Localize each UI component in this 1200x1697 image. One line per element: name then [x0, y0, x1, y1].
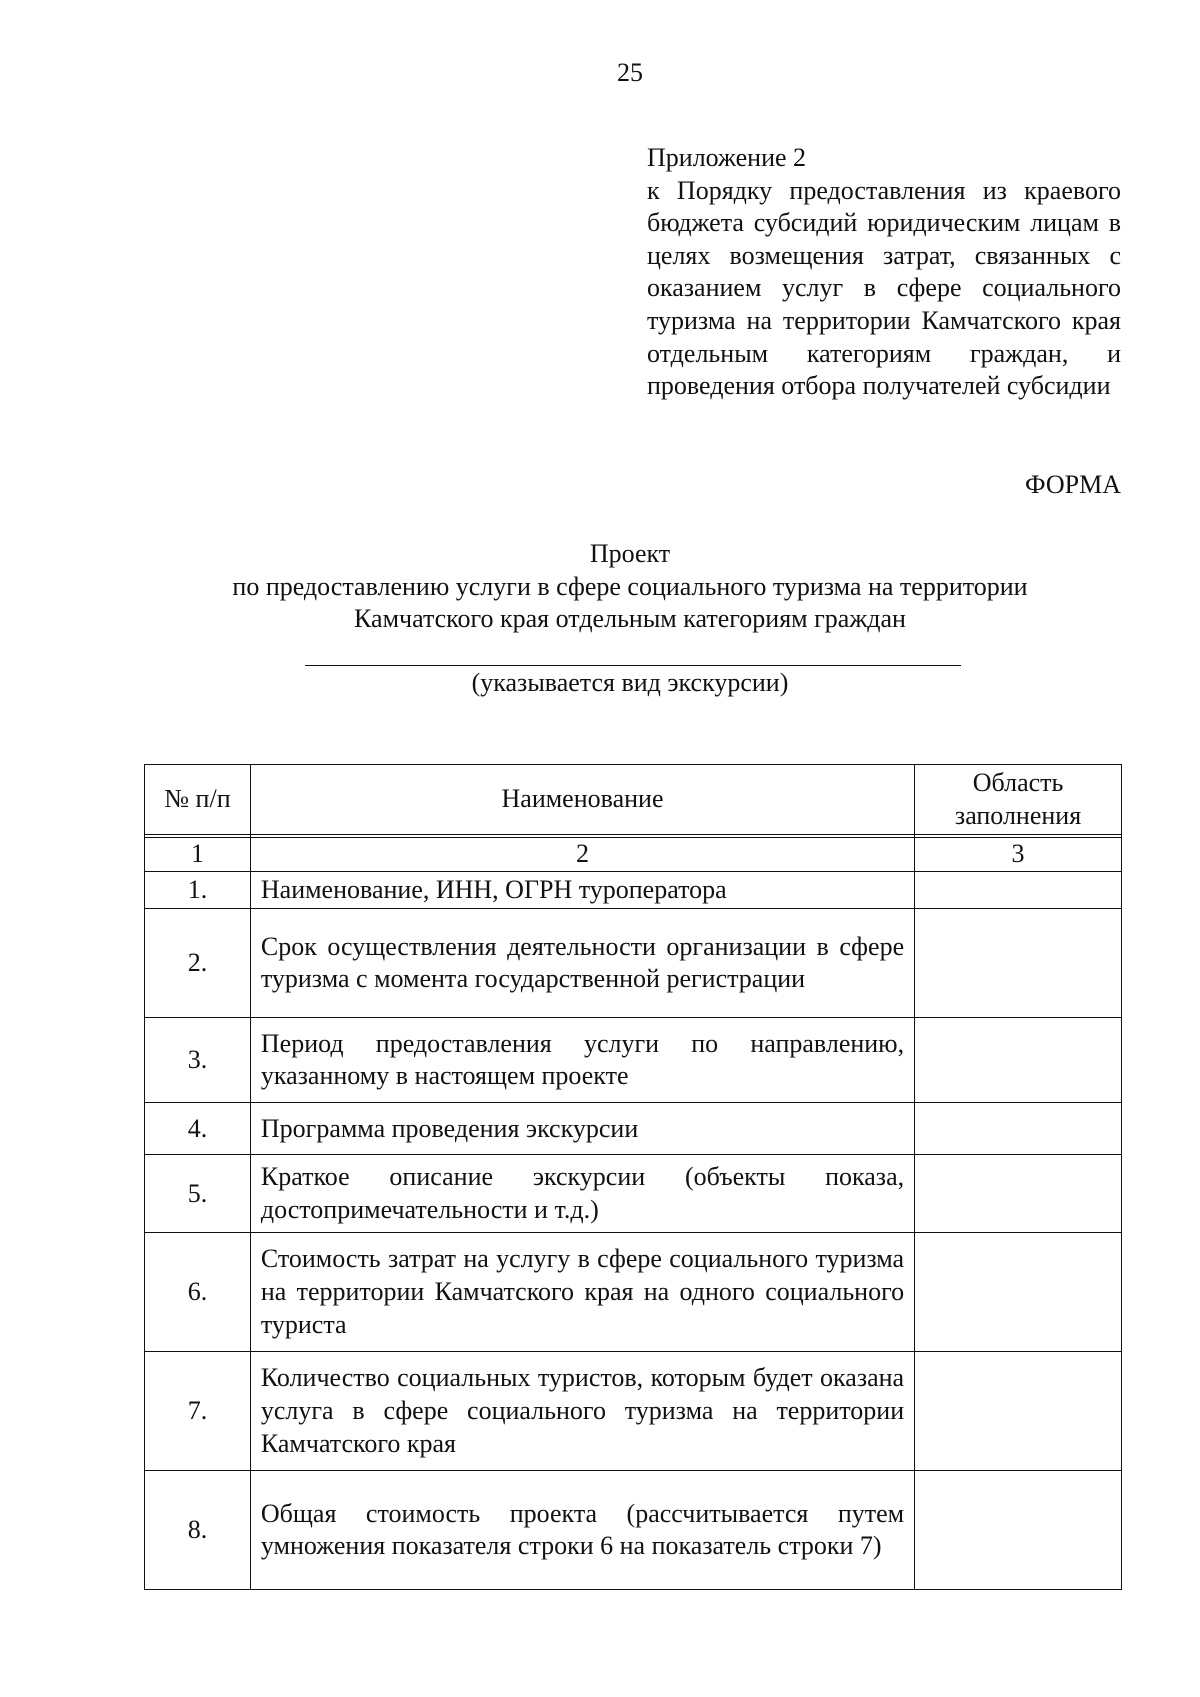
document-title	[0, 538, 1200, 636]
table-row	[145, 1233, 1122, 1352]
row-value-cell[interactable]	[915, 1233, 1122, 1352]
table-row	[145, 871, 1122, 909]
row-name: Период предоставления услуги по направлению, указанному в настоящем проекте	[250, 1018, 914, 1103]
title-line-1: Проект	[589, 539, 671, 568]
row-value-cell[interactable]	[915, 909, 1122, 1018]
row-number: 6.	[145, 1233, 251, 1352]
table-row	[145, 1471, 1122, 1590]
row-value-cell[interactable]	[915, 1155, 1122, 1233]
row-number: 8.	[145, 1471, 251, 1590]
table-row	[145, 909, 1122, 1018]
appendix-block	[647, 142, 1121, 403]
table-row	[145, 1352, 1122, 1471]
row-name: Общая стоимость проекта (рассчитывается путем умножения показателя строки 6 на показатель строки 7)	[250, 1471, 914, 1590]
row-value-cell[interactable]	[915, 871, 1122, 909]
row-value-cell[interactable]	[915, 1352, 1122, 1471]
header-name: Наименование	[250, 765, 914, 835]
row-name: Наименование, ИНН, ОГРН туроператора	[250, 871, 914, 909]
row-name: Срок осуществления деятельности организации в сфере туризма с момента государственной регистрации	[250, 909, 914, 1018]
header-fill-area: Область заполнения	[915, 765, 1122, 835]
row-number: 2.	[145, 909, 251, 1018]
row-value-cell[interactable]	[915, 1018, 1122, 1103]
project-form-table	[144, 764, 1122, 1590]
table-header-row	[145, 765, 1122, 835]
table-row	[145, 1103, 1122, 1155]
row-number: 3.	[145, 1018, 251, 1103]
form-label: ФОРМА	[1025, 470, 1121, 499]
row-name: Стоимость затрат на услугу в сфере социального туризма на территории Камчатского края на одного социального туриста	[250, 1233, 914, 1352]
page-number: 25	[617, 58, 643, 87]
row-name: Краткое описание экскурсии (объекты показа, достопримечательности и т.д.)	[250, 1155, 914, 1233]
row-value-cell[interactable]	[915, 1103, 1122, 1155]
appendix-title: Приложение 2	[647, 143, 807, 172]
row-name: Количество социальных туристов, которым будет оказана услуга в сфере социального туризма на территории Камчатского края	[250, 1352, 914, 1471]
row-number: 7.	[145, 1352, 251, 1471]
row-number: 1.	[145, 871, 251, 909]
table-row	[145, 1018, 1122, 1103]
row-value-cell[interactable]	[915, 1471, 1122, 1590]
excursion-type-blank-line[interactable]	[305, 665, 961, 666]
table-row	[145, 1155, 1122, 1233]
row-number: 4.	[145, 1103, 251, 1155]
column-number-2: 2	[250, 838, 914, 872]
column-number-1: 1	[145, 838, 251, 872]
excursion-type-caption: (указывается вид экскурсии)	[471, 668, 789, 697]
title-line-3: Камчатского края отдельным категориям граждан	[354, 604, 906, 634]
appendix-text: к Порядку предоставления из краевого бюджета субсидий юридическим лицам в целях возмещения затрат, связанных с оказанием услуг в сфере социального туризма на территории Камчатского края отдельным категориям граждан, и проведения отбора получателей субсидии	[647, 175, 1121, 401]
row-name: Программа проведения экскурсии	[250, 1103, 914, 1155]
column-number-3: 3	[915, 838, 1122, 872]
column-number-row	[145, 838, 1122, 872]
title-line-2: по предоставлению услуги в сфере социального туризма на территории	[232, 571, 1028, 601]
header-number: № п/п	[145, 765, 251, 835]
row-number: 5.	[145, 1155, 251, 1233]
